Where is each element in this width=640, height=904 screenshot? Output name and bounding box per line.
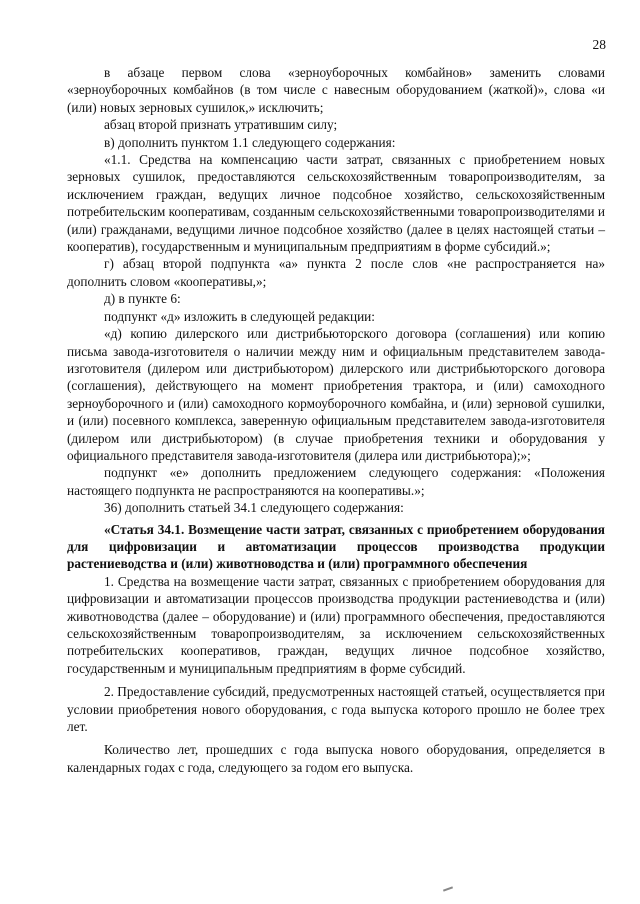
article-paragraph: 2. Предоставление субсидий, предусмотренных настоящей статьей, осуществляется при условии приобретения нового оборудования, с года выпуска которого прошло не более трех лет. [67, 684, 605, 735]
paragraph: абзац второй признать утратившим силу; [104, 117, 338, 133]
paragraph: «д) копию дилерского или дистрибьюторского договора (соглашения) или копию письма завода-изготовителя о наличии между ним и официальным представителем завода-изготовителя (дилером или дистрибьютором) дилерского или дистрибьюторского договора (соглашения), действующего на момент приобретения трактора, и (или) самоходного зерноуборочного и (или) самоходного кормоуборочного комбайна, и (или) зерновой сушилки, и (или) посевного комплекса, заверенную официальным представителем завода-изготовителя (дилером или дистрибьютором) (в случае приобретения техники и оборудования у официального представителя завода-изготовителя (дилера или дистрибьютора);»; [67, 326, 605, 463]
paragraph: в) дополнить пунктом 1.1 следующего содержания: [104, 134, 396, 150]
page-number: 28 [592, 37, 606, 52]
article-heading: «Статья 34.1. Возмещение части затрат, связанных с приобретением оборудования для цифровизации и автоматизации процессов производства продукции растениеводства и (или) животноводства и (или) программного обеспечения [67, 521, 605, 572]
article-paragraph: 1. Средства на возмещение части затрат, связанных с приобретением оборудования для цифровизации и автоматизации процессов производства продукции растениеводства и (или) животноводства (далее – оборудование) и (или) программного обеспечения, предоставляются сельскохозяйственным товаропроизводителям, за исключением сельскохозяйственных потребительских кооперативов, граждан, ведущих личное подсобное хозяйство, государственным и муниципальным предприятиям в форме субсидий. [67, 573, 605, 676]
article-paragraph: Количество лет, прошедших с года выпуска нового оборудования, определяется в календарных годах с года, следующего за годом его выпуска. [67, 742, 605, 775]
scan-mark [443, 886, 453, 891]
paragraph: «1.1. Средства на компенсацию части затрат, связанных с приобретением новых зерновых сушилок, предоставляются сельскохозяйственным товаропроизводителям, за исключением граждан, ведущих личное подсобное хозяйство, сельскохозяйственным потребительским кооперативам, созданным сельскохозяйственными товаропроизводителями и (или) гражданами, ведущими личное подсобное хозяйство (далее в целях настоящей статьи – кооператив), государственным и муниципальным предприятиям в форме субсидий.»; [67, 152, 605, 255]
paragraph: в абзаце первом слова «зерноуборочных комбайнов» заменить словами «зерноуборочных комбайнов (в том числе с навесным оборудованием (жаткой)», слова «и (или) новых зерновых сушилок,» исключить; [67, 65, 605, 115]
paragraph: подпункт «д» изложить в следующей редакции: [104, 308, 375, 324]
paragraph: г) абзац второй подпункта «а» пункта 2 после слов «не распространяется на» дополнить словом «кооперативы,»; [67, 256, 605, 289]
document-body [67, 64, 605, 776]
paragraph: д) в пункте 6: [104, 291, 181, 307]
paragraph: подпункт «е» дополнить предложением следующего содержания: «Положения настоящего подпункта не распространяются на кооперативы.»; [67, 465, 605, 498]
paragraph: 36) дополнить статьей 34.1 следующего содержания: [104, 500, 404, 516]
